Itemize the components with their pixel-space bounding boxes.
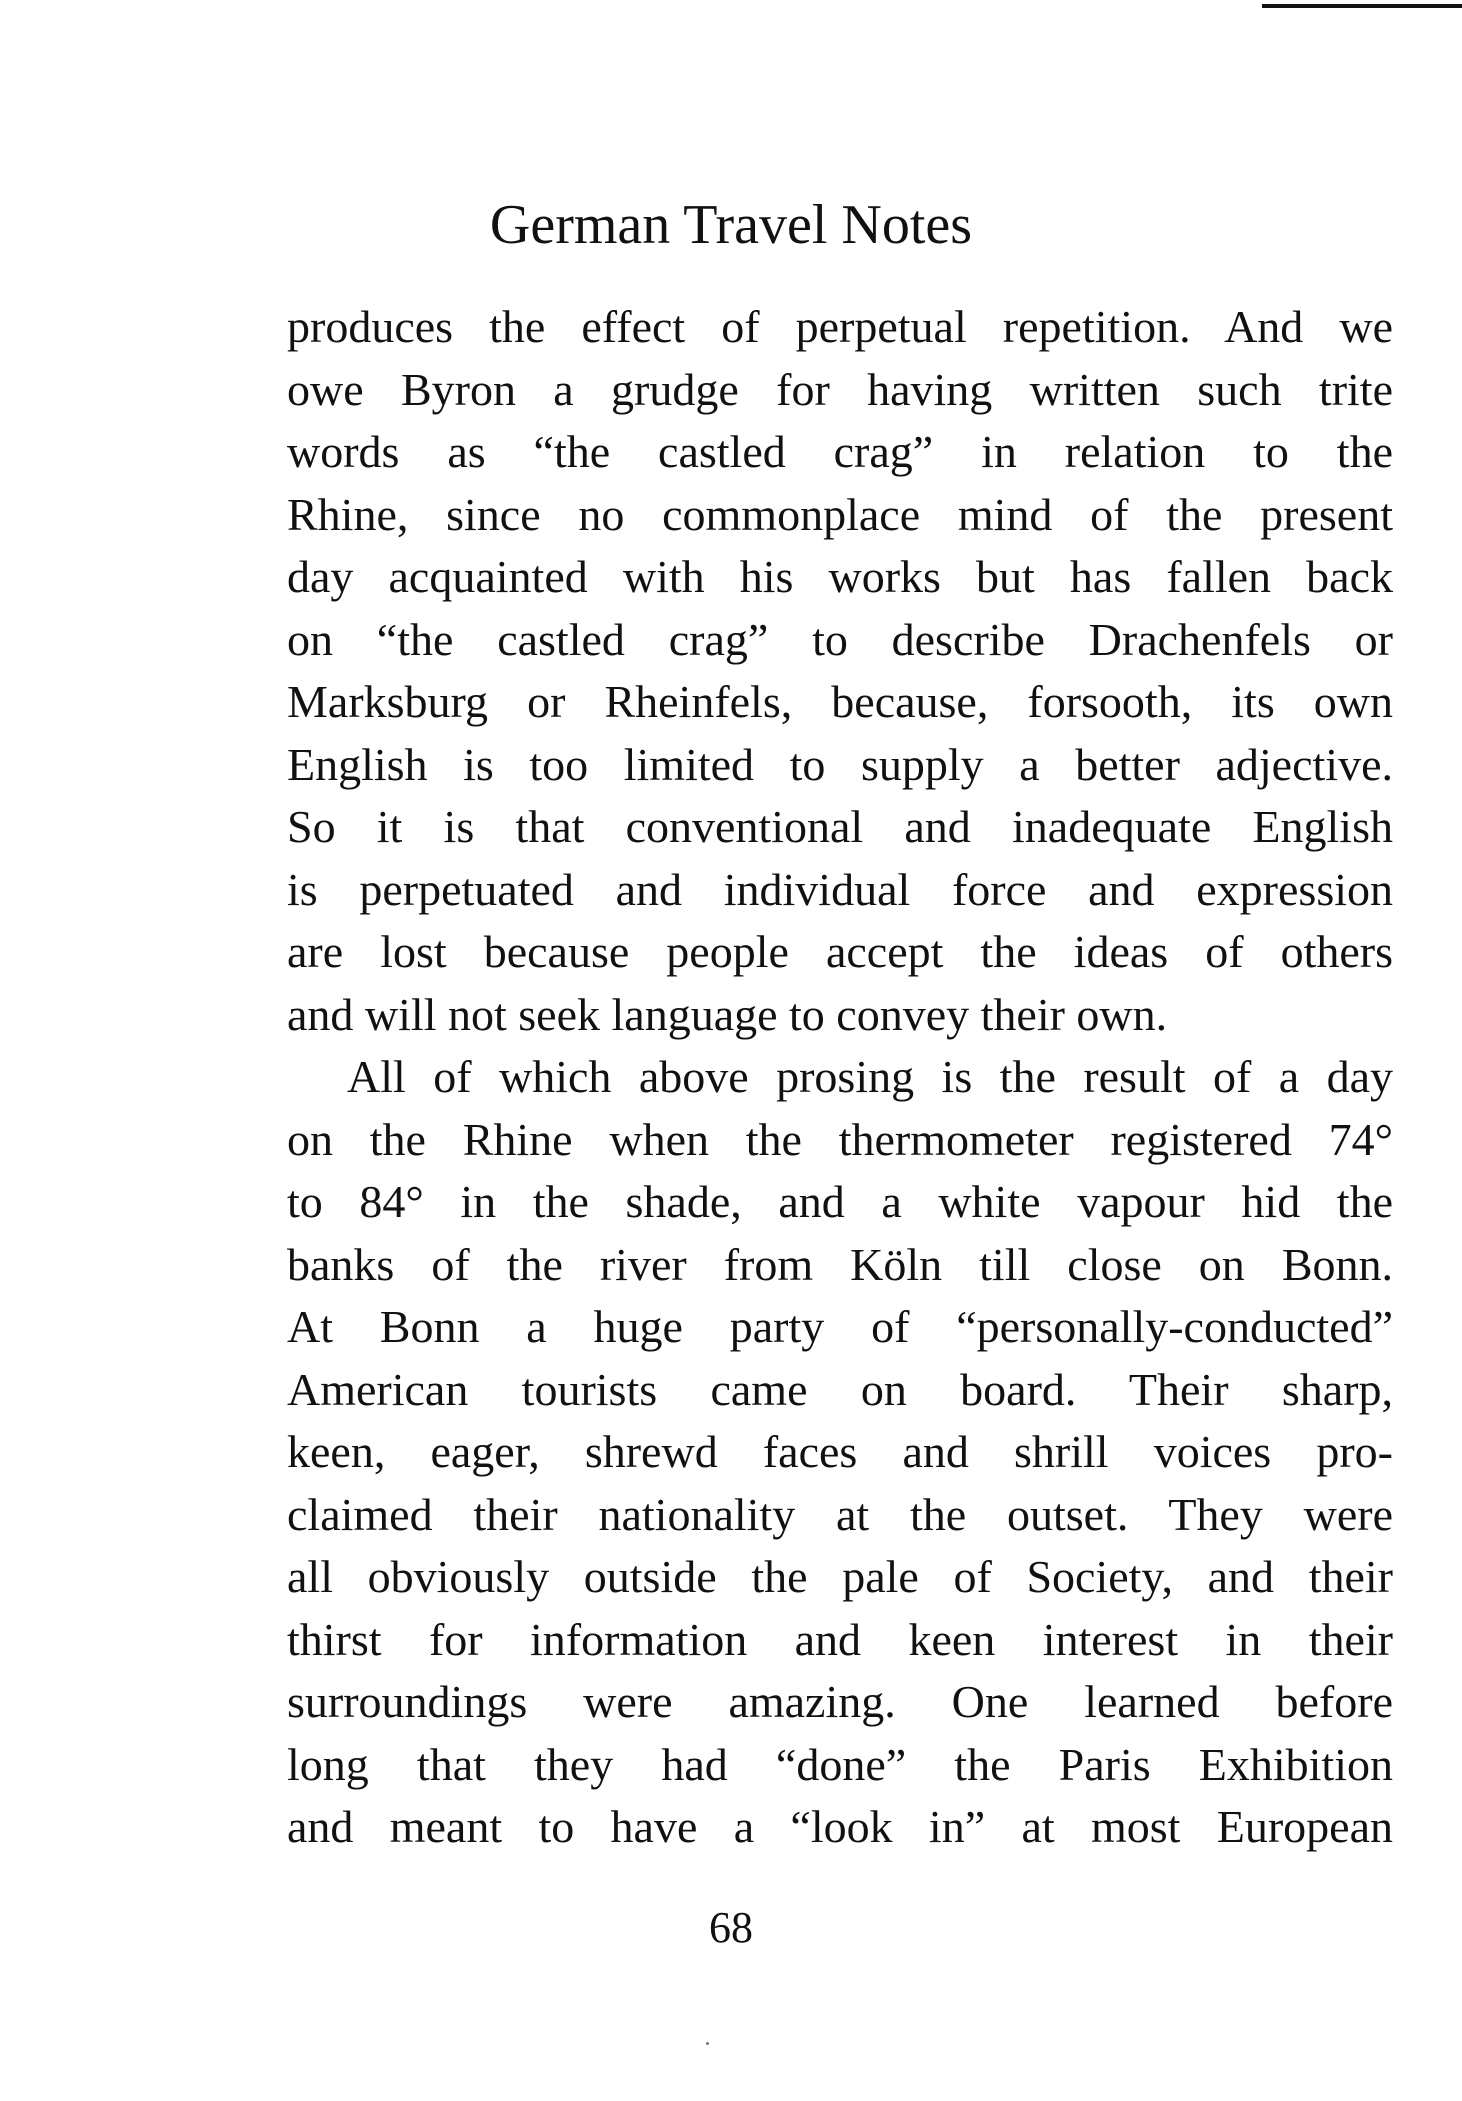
text-line: on the Rhine when the thermometer registered 74° [287, 1113, 1393, 1165]
body-text [287, 296, 1393, 1859]
text-line: Marksburg or Rheinfels, because, forsooth, its own [287, 676, 1393, 727]
text-line: long that they had “done” the Paris Exhibition [287, 1738, 1393, 1790]
text-line: all obviously outside the pale of Society, and their [287, 1551, 1393, 1602]
running-head: German Travel Notes [489, 194, 973, 256]
text-line-paragraph-end: and will not seek language to convey their own. [287, 988, 1168, 1040]
text-line: English is too limited to supply a better adjective. [287, 738, 1393, 790]
text-line: words as “the castled crag” in relation to the [287, 426, 1393, 477]
text-line: Rhine, since no commonplace mind of the present [287, 488, 1393, 540]
text-line: keen, eager, shrewd faces and shrill voices pro- [287, 1426, 1393, 1477]
text-line: on “the castled crag” to describe Drachenfels or [287, 613, 1393, 665]
text-line: day acquainted with his works but has fallen back [287, 551, 1393, 602]
text-line: banks of the river from Köln till close on Bonn. [287, 1238, 1393, 1290]
text-line: to 84° in the shade, and a white vapour hid the [287, 1176, 1393, 1227]
paper-speck [706, 2042, 709, 2045]
text-line: thirst for information and keen interest in their [287, 1613, 1393, 1665]
text-line: and meant to have a “look in” at most European [287, 1801, 1393, 1852]
text-line: surroundings were amazing. One learned before [287, 1676, 1393, 1727]
text-line-paragraph-start: All of which above prosing is the result of a day [347, 1051, 1393, 1102]
text-line: is perpetuated and individual force and expression [287, 863, 1393, 915]
top-edge-rule [1262, 4, 1462, 8]
text-line: claimed their nationality at the outset. They were [287, 1488, 1393, 1540]
text-line: So it is that conventional and inadequate English [287, 801, 1393, 852]
text-line: owe Byron a grudge for having written such trite [287, 363, 1393, 415]
page-number: 68 [709, 1903, 753, 1952]
text-line: are lost because people accept the ideas of others [287, 926, 1393, 977]
text-line: American tourists came on board. Their sharp, [287, 1363, 1393, 1415]
text-line: produces the effect of perpetual repetition. And we [287, 301, 1393, 352]
text-line: At Bonn a huge party of “personally-conducted” [287, 1301, 1393, 1352]
